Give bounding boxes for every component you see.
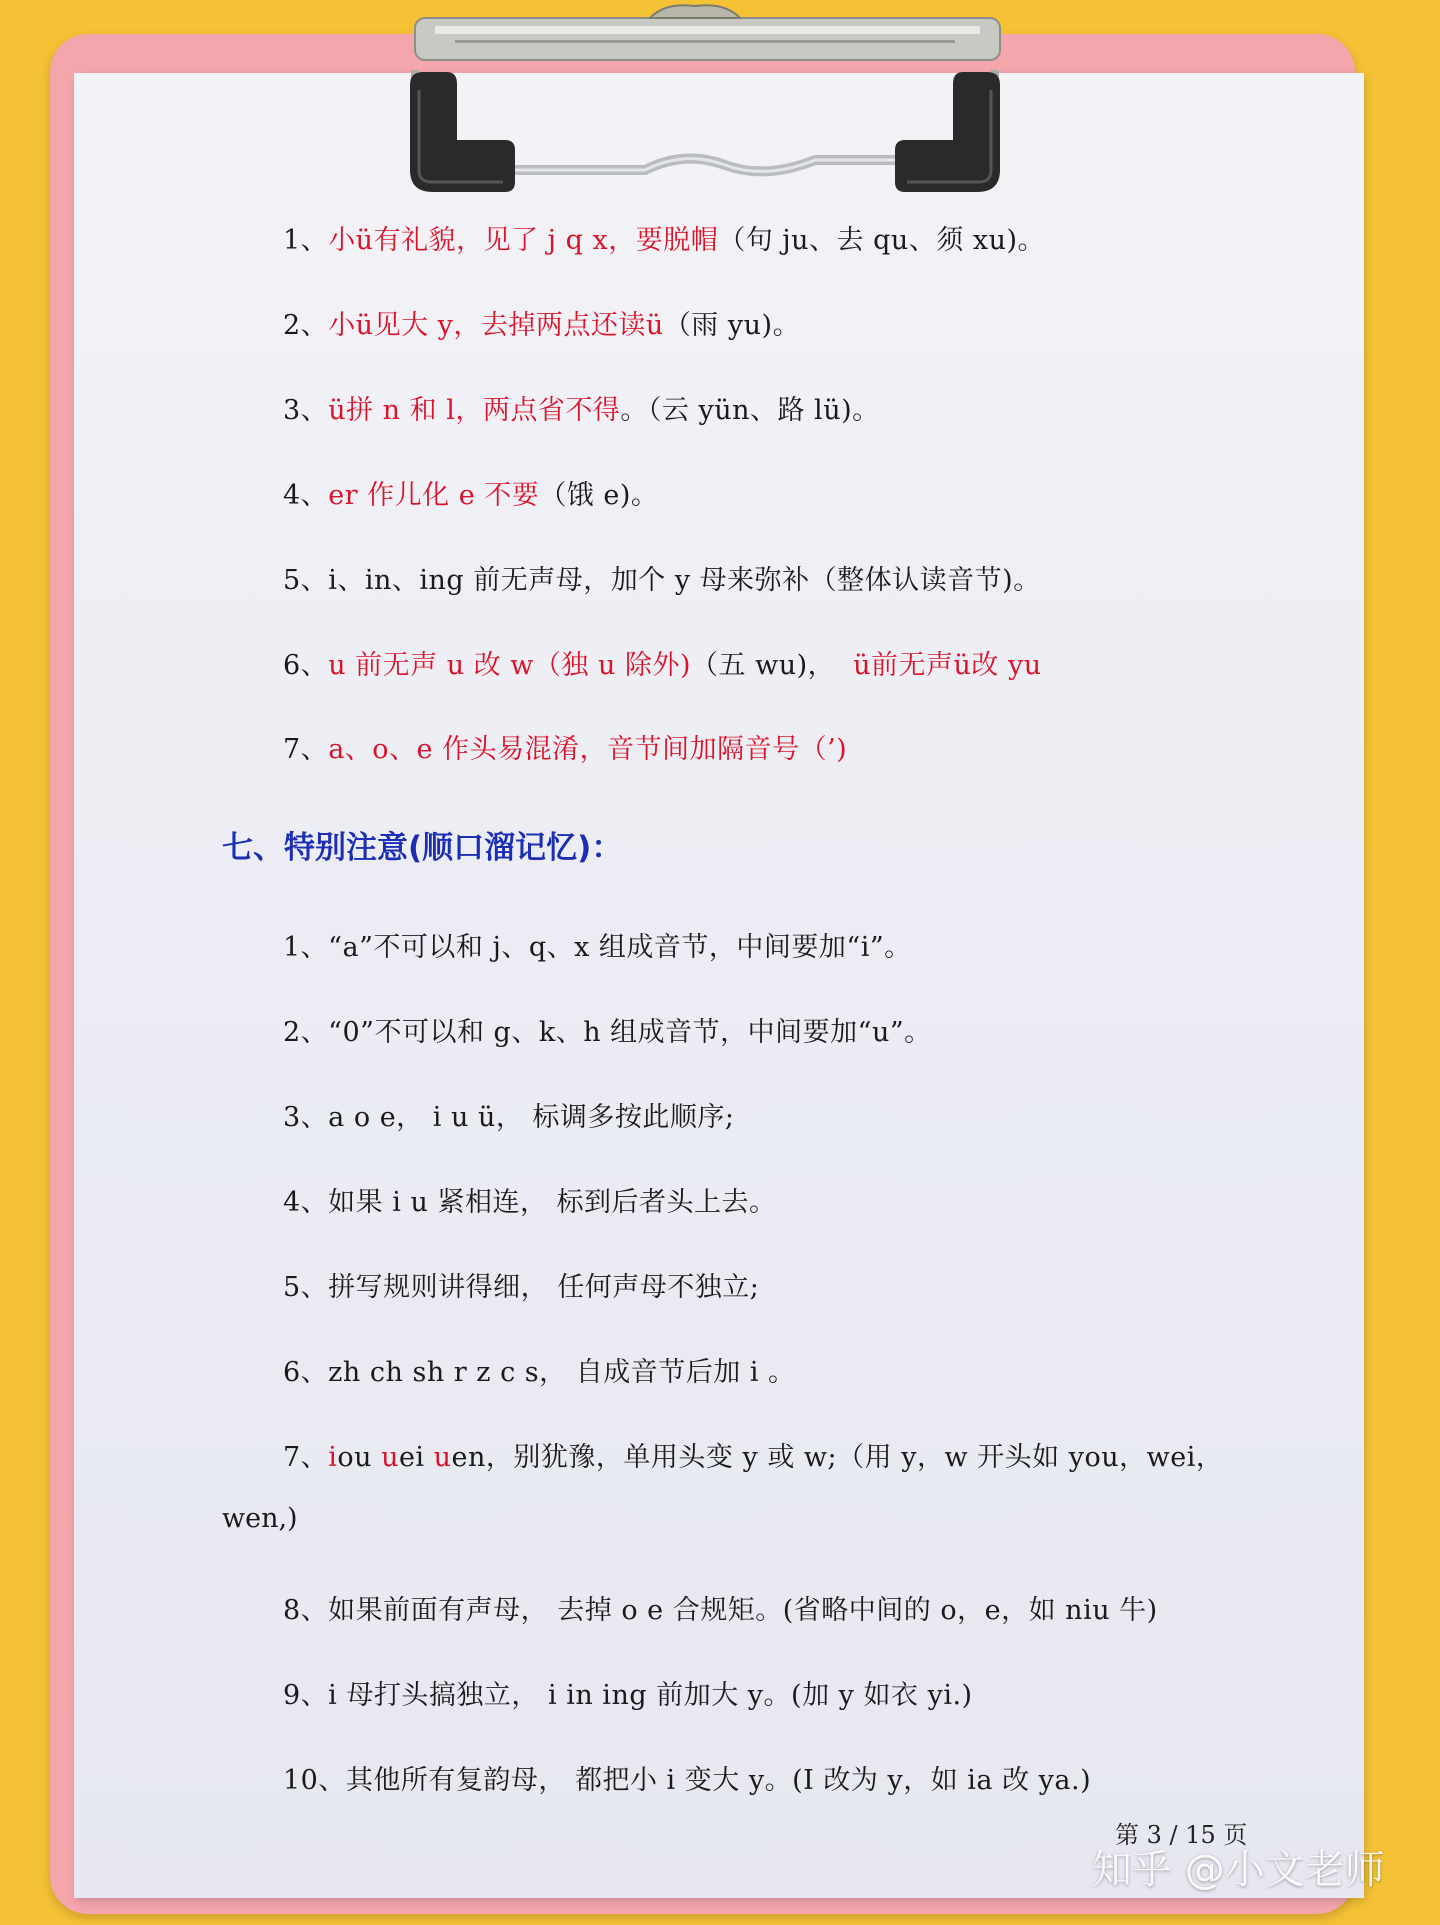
- rule-number: 7、: [283, 734, 329, 765]
- section-heading: 七、特别注意(顺口溜记忆)：: [222, 830, 623, 866]
- rule-item: [283, 643, 1042, 682]
- rule-item: 4、如果 i u 紧相连， 标到后者头上去。: [283, 1187, 777, 1218]
- rule-red-text: 小ü见大 y，去掉两点还读ü: [328, 310, 664, 341]
- page-indicator: 第 3 / 15 页: [1115, 1821, 1248, 1849]
- rule-text: （句 ju、去 qu、须 xu)。: [718, 225, 1046, 256]
- rule-item: 6、zh ch sh r z c s， 自成音节后加 i 。: [283, 1357, 796, 1388]
- rule-red-text: 小ü有礼貌，见了 j q x，要脱帽: [328, 225, 719, 256]
- rule-number: 1、: [283, 225, 329, 256]
- rule-item: [283, 388, 880, 427]
- rule-red-letter: u: [381, 1442, 399, 1473]
- rule-text: （五 wu)，: [691, 650, 836, 681]
- rule-item: [283, 218, 1045, 257]
- rule-item: 5、拼写规则讲得细， 任何声母不独立;: [283, 1272, 760, 1303]
- rule-item: 1、“a”不可以和 j、q、x 组成音节，中间要加“i”。: [283, 932, 912, 963]
- rule-text: 。（云 yün、路 lü)。: [620, 395, 880, 426]
- rule-text: en，别犹豫，单用头变 y 或 w;（用 y，w 开头如 you，wei，: [451, 1442, 1224, 1473]
- rule-red-text: u 前无声 u 改 w（独 u 除外): [328, 650, 691, 681]
- rule-text: ou: [337, 1442, 382, 1473]
- rule-item: 2、“0”不可以和 g、k、h 组成音节，中间要加“u”。: [283, 1017, 932, 1048]
- rule-number: 6、: [283, 650, 329, 681]
- rule-text: （饿 e)。: [539, 480, 659, 511]
- rule-number: 4、: [283, 480, 329, 511]
- rule-number: 2、: [283, 310, 329, 341]
- rule-item: [283, 1435, 1223, 1474]
- rule-red-letter: u: [433, 1442, 452, 1473]
- rule-item: 8、如果前面有声母， 去掉 o e 合规矩。(省略中间的 o，e，如 niu 牛): [283, 1595, 1158, 1626]
- rule-red-text: er 作儿化 e 不要: [328, 480, 540, 511]
- rule-item: [283, 558, 1041, 597]
- rule-text: ei: [398, 1442, 434, 1473]
- rule-red-letter: i: [328, 1442, 338, 1473]
- rule-item-continued: wen,): [222, 1503, 298, 1534]
- rule-item: 9、i 母打头搞独立， i in ing 前加大 y。(加 y 如衣 yi.): [283, 1680, 973, 1711]
- rule-number: 3、: [283, 395, 329, 426]
- rule-item: 3、a o e， i u ü， 标调多按此顺序;: [283, 1102, 735, 1133]
- rule-red-text: a、o、e 作头易混淆，音节间加隔音号（’): [328, 734, 848, 765]
- rule-red-text-2: ü前无声ü改 yu: [853, 650, 1042, 681]
- rule-number: 7、: [283, 1442, 329, 1473]
- rule-text: i、in、ing 前无声母，加个 y 母来弥补（整体认读音节)。: [328, 565, 1041, 596]
- clipboard-clip-icon: [395, 0, 1015, 200]
- rule-item: 10、其他所有复韵母， 都把小 i 变大 y。(I 改为 y，如 ia 改 ya.): [283, 1765, 1092, 1796]
- rule-number: 5、: [283, 565, 329, 596]
- rule-item: [283, 473, 658, 512]
- rule-red-text: ü拼 n 和 l，两点省不得: [328, 395, 621, 426]
- watermark: 知乎 @小文老师: [1092, 1847, 1385, 1893]
- rule-item: [283, 727, 847, 766]
- rule-text: （雨 yu)。: [663, 310, 801, 341]
- rule-item: [283, 303, 800, 342]
